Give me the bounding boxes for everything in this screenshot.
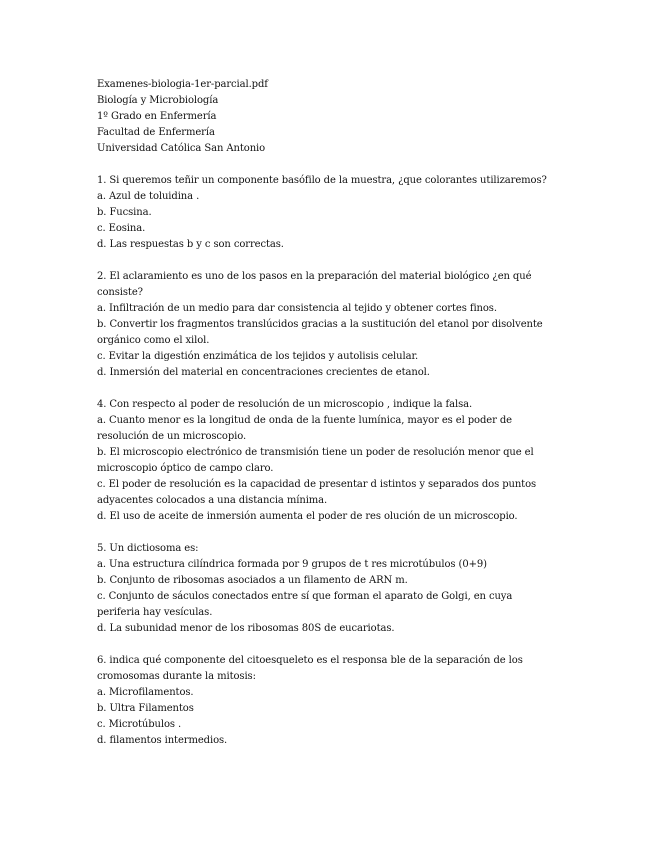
- question-line: b. El microscopio electrónico de transmisión tiene un poder de resolución menor que el: [97, 447, 534, 458]
- header-faculty: Facultad de Enfermería: [97, 127, 215, 138]
- question-line: c. Evitar la digestión enzimática de los tejidos y autolisis celular.: [97, 351, 419, 362]
- header-grade: 1º Grado en Enfermería: [97, 111, 217, 122]
- question-line: microscopio óptico de campo claro.: [97, 463, 274, 474]
- question-line: adyacentes colocados a una distancia mínima.: [97, 495, 328, 506]
- header-course: Biología y Microbiología: [97, 95, 219, 106]
- question-line: d. filamentos intermedios.: [97, 735, 228, 746]
- question-line: c. El poder de resolución es la capacidad de presentar d istintos y separados dos puntos: [97, 479, 537, 490]
- question-line: c. Eosina.: [97, 223, 146, 234]
- question-text: 5. Un dictiosoma es:: [97, 543, 199, 554]
- question-line: b. Ultra Filamentos: [97, 703, 194, 714]
- question-line: b. Fucsina.: [97, 207, 152, 218]
- question-block: [97, 269, 567, 381]
- question-line: periferia hay vesículas.: [97, 607, 213, 618]
- question-block: [97, 541, 567, 637]
- question-block: [97, 397, 567, 525]
- question-line: orgánico como el xilol.: [97, 335, 210, 346]
- question-line: resolución de un microscopio.: [97, 431, 247, 442]
- question-line: cromosomas durante la mitosis:: [97, 671, 256, 682]
- question-block: [97, 173, 567, 253]
- question-line: consiste?: [97, 287, 143, 298]
- question-list: [97, 173, 567, 749]
- document-page: [97, 77, 567, 765]
- question-line: d. La subunidad menor de los ribosomas 80S de eucariotas.: [97, 623, 395, 634]
- header-university: Universidad Católica San Antonio: [97, 143, 266, 154]
- question-text: 6. indica qué componente del citoesqueleto es el responsa ble de la separación de los: [97, 655, 523, 666]
- question-line: d. Las respuestas b y c son correctas.: [97, 239, 284, 250]
- question-block: [97, 653, 567, 749]
- question-line: a. Una estructura cilíndrica formada por 9 grupos de t res microtúbulos (0+9): [97, 559, 487, 570]
- header-filename: Examenes-biologia-1er-parcial.pdf: [97, 79, 268, 90]
- question-line: d. Inmersión del material en concentraciones crecientes de etanol.: [97, 367, 430, 378]
- question-line: b. Convertir los fragmentos translúcidos gracias a la sustitución del etanol por disolvente: [97, 319, 543, 330]
- question-text: 2. El aclaramiento es uno de los pasos en la preparación del material biológico ¿en qué: [97, 271, 532, 282]
- question-text: 4. Con respecto al poder de resolución de un microscopio , indique la falsa.: [97, 399, 473, 410]
- question-line: a. Azul de toluidina .: [97, 191, 200, 202]
- question-line: d. El uso de aceite de inmersión aumenta el poder de res olución de un microscopio.: [97, 511, 518, 522]
- question-line: c. Microtúbulos .: [97, 719, 182, 730]
- document-header: [97, 77, 567, 157]
- question-line: c. Conjunto de sáculos conectados entre sí que forman el aparato de Golgi, en cuya: [97, 591, 513, 602]
- question-line: a. Infiltración de un medio para dar consistencia al tejido y obtener cortes finos.: [97, 303, 497, 314]
- question-line: a. Cuanto menor es la longitud de onda de la fuente lumínica, mayor es el poder de: [97, 415, 512, 426]
- question-line: b. Conjunto de ribosomas asociados a un filamento de ARN m.: [97, 575, 408, 586]
- question-text: 1. Si queremos teñir un componente basófilo de la muestra, ¿que colorantes utilizaremos?: [97, 175, 547, 186]
- question-line: a. Microfilamentos.: [97, 687, 194, 698]
